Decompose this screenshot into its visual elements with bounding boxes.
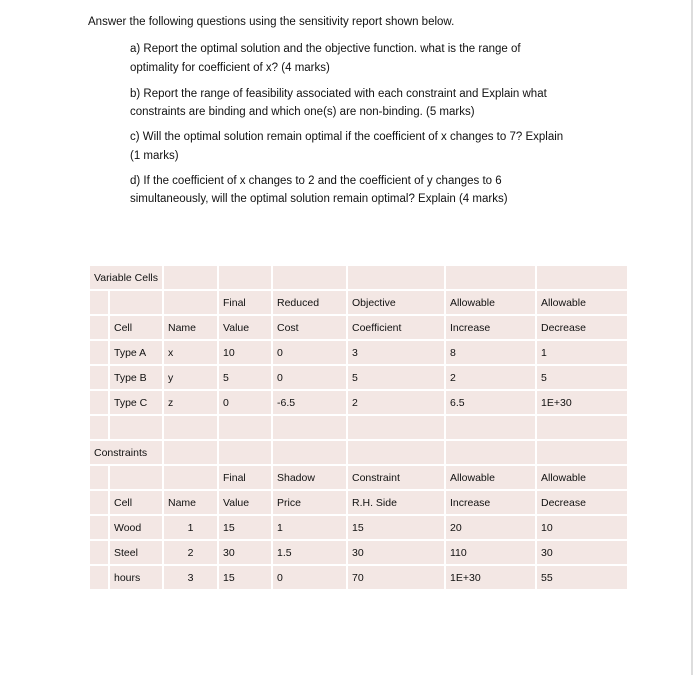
table-cell: 1: [273, 516, 346, 539]
table-cell: 15: [219, 516, 271, 539]
cell: [164, 416, 217, 439]
question-d-line1: d) If the coefficient of x changes to 2 and the coefficient of y changes to 6: [130, 175, 502, 187]
cell: [90, 316, 108, 339]
cell: [537, 441, 627, 464]
cell: [348, 266, 444, 289]
cell: [537, 266, 627, 289]
variable_cells-table-row: [90, 391, 627, 414]
variable_cells-table-row: [90, 341, 627, 364]
spacer-row: [90, 416, 627, 439]
table-cell: 1: [537, 341, 627, 364]
table-cell: Wood: [110, 516, 162, 539]
table-cell: 3: [348, 341, 444, 364]
cell: [219, 266, 271, 289]
column-header: Allowable: [537, 466, 627, 489]
cell: [273, 266, 346, 289]
table-cell: 15: [348, 516, 444, 539]
column-header: Increase: [446, 316, 535, 339]
cell: [90, 341, 108, 364]
table-cell: 30: [219, 541, 271, 564]
column-header: [110, 466, 162, 489]
table-cell: 2: [164, 541, 217, 564]
intro-text: Answer the following questions using the sensitivity report shown below.: [88, 16, 455, 28]
table-cell: 3: [164, 566, 217, 589]
cell: [110, 416, 162, 439]
cell: [164, 266, 217, 289]
section-title: Variable Cells: [90, 266, 162, 289]
cell: [348, 416, 444, 439]
column-header: Reduced: [273, 291, 346, 314]
constraints-table-row: [90, 541, 627, 564]
table-cell: 5: [219, 366, 271, 389]
column-header: Objective: [348, 291, 444, 314]
cell: [164, 441, 217, 464]
table-cell: 0: [273, 366, 346, 389]
constraints-header2: [90, 491, 627, 514]
column-header: R.H. Side: [348, 491, 444, 514]
constraints-table-row: [90, 516, 627, 539]
question-b-line1: b) Report the range of feasibility associated with each constraint and Explain what: [130, 88, 547, 100]
column-header: Value: [219, 316, 271, 339]
cell: [273, 416, 346, 439]
column-header: Allowable: [446, 466, 535, 489]
variable_cells-header1: [90, 291, 627, 314]
cell: [90, 466, 108, 489]
table-cell: 30: [537, 541, 627, 564]
table-cell: Type C: [110, 391, 162, 414]
section-title: Constraints: [90, 441, 162, 464]
table-cell: 0: [273, 341, 346, 364]
table-cell: Type B: [110, 366, 162, 389]
table-cell: 15: [219, 566, 271, 589]
question-c-line2: (1 marks): [130, 150, 179, 162]
table-cell: y: [164, 366, 217, 389]
cell: [219, 416, 271, 439]
column-header: Price: [273, 491, 346, 514]
variable_cells-header2: [90, 316, 627, 339]
table-cell: 55: [537, 566, 627, 589]
table-cell: 2: [348, 391, 444, 414]
table-cell: 1: [164, 516, 217, 539]
constraints-table-row: [90, 566, 627, 589]
column-header: [110, 291, 162, 314]
cell: [90, 391, 108, 414]
table-cell: 5: [537, 366, 627, 389]
cell: [273, 441, 346, 464]
cell: [90, 291, 108, 314]
column-header: Decrease: [537, 491, 627, 514]
table-cell: 10: [219, 341, 271, 364]
table-cell: 1.5: [273, 541, 346, 564]
table-cell: z: [164, 391, 217, 414]
constraints-header1: [90, 466, 627, 489]
table-cell: 30: [348, 541, 444, 564]
table-cell: -6.5: [273, 391, 346, 414]
table-cell: 110: [446, 541, 535, 564]
table-cell: 0: [273, 566, 346, 589]
column-header: Value: [219, 491, 271, 514]
table-cell: 1E+30: [446, 566, 535, 589]
table-cell: 2: [446, 366, 535, 389]
column-header: Cost: [273, 316, 346, 339]
variable_cells-table-row: [90, 366, 627, 389]
cell: [537, 416, 627, 439]
column-header: Allowable: [446, 291, 535, 314]
table-cell: 8: [446, 341, 535, 364]
column-header: Name: [164, 316, 217, 339]
table-cell: 0: [219, 391, 271, 414]
column-header: [164, 291, 217, 314]
cell: [90, 541, 108, 564]
table-cell: 70: [348, 566, 444, 589]
column-header: Allowable: [537, 291, 627, 314]
column-header: Decrease: [537, 316, 627, 339]
cell: [90, 416, 108, 439]
cell: [446, 416, 535, 439]
cell: [348, 441, 444, 464]
table-cell: 1E+30: [537, 391, 627, 414]
question-a-line2: optimality for coefficient of x? (4 marks): [130, 62, 330, 74]
variable_cells-title-row: [90, 266, 627, 289]
cell: [90, 566, 108, 589]
column-header: Final: [219, 291, 271, 314]
cell: [446, 441, 535, 464]
table-cell: hours: [110, 566, 162, 589]
cell: [446, 266, 535, 289]
sensitivity-report-table: [88, 264, 629, 591]
table-cell: 20: [446, 516, 535, 539]
question-d-line2: simultaneously, will the optimal solution remain optimal? Explain (4 marks): [130, 193, 508, 205]
question-c-line1: c) Will the optimal solution remain optimal if the coefficient of x changes to 7? Explain: [130, 131, 564, 143]
table-cell: Type A: [110, 341, 162, 364]
question-a-line1: a) Report the optimal solution and the objective function. what is the range of: [130, 43, 521, 55]
question-b-line2: constraints are binding and which one(s) are non-binding. (5 marks): [130, 106, 475, 118]
table-cell: 5: [348, 366, 444, 389]
column-header: Final: [219, 466, 271, 489]
constraints-title-row: [90, 441, 627, 464]
table-cell: x: [164, 341, 217, 364]
cell: [90, 516, 108, 539]
table-cell: Steel: [110, 541, 162, 564]
cell: [219, 441, 271, 464]
table-cell: 10: [537, 516, 627, 539]
table-cell: 6.5: [446, 391, 535, 414]
column-header: Coefficient: [348, 316, 444, 339]
column-header: [164, 466, 217, 489]
cell: [90, 491, 108, 514]
column-header: Cell: [110, 316, 162, 339]
column-header: Name: [164, 491, 217, 514]
column-header: Increase: [446, 491, 535, 514]
column-header: Constraint: [348, 466, 444, 489]
column-header: Cell: [110, 491, 162, 514]
cell: [90, 366, 108, 389]
column-header: Shadow: [273, 466, 346, 489]
